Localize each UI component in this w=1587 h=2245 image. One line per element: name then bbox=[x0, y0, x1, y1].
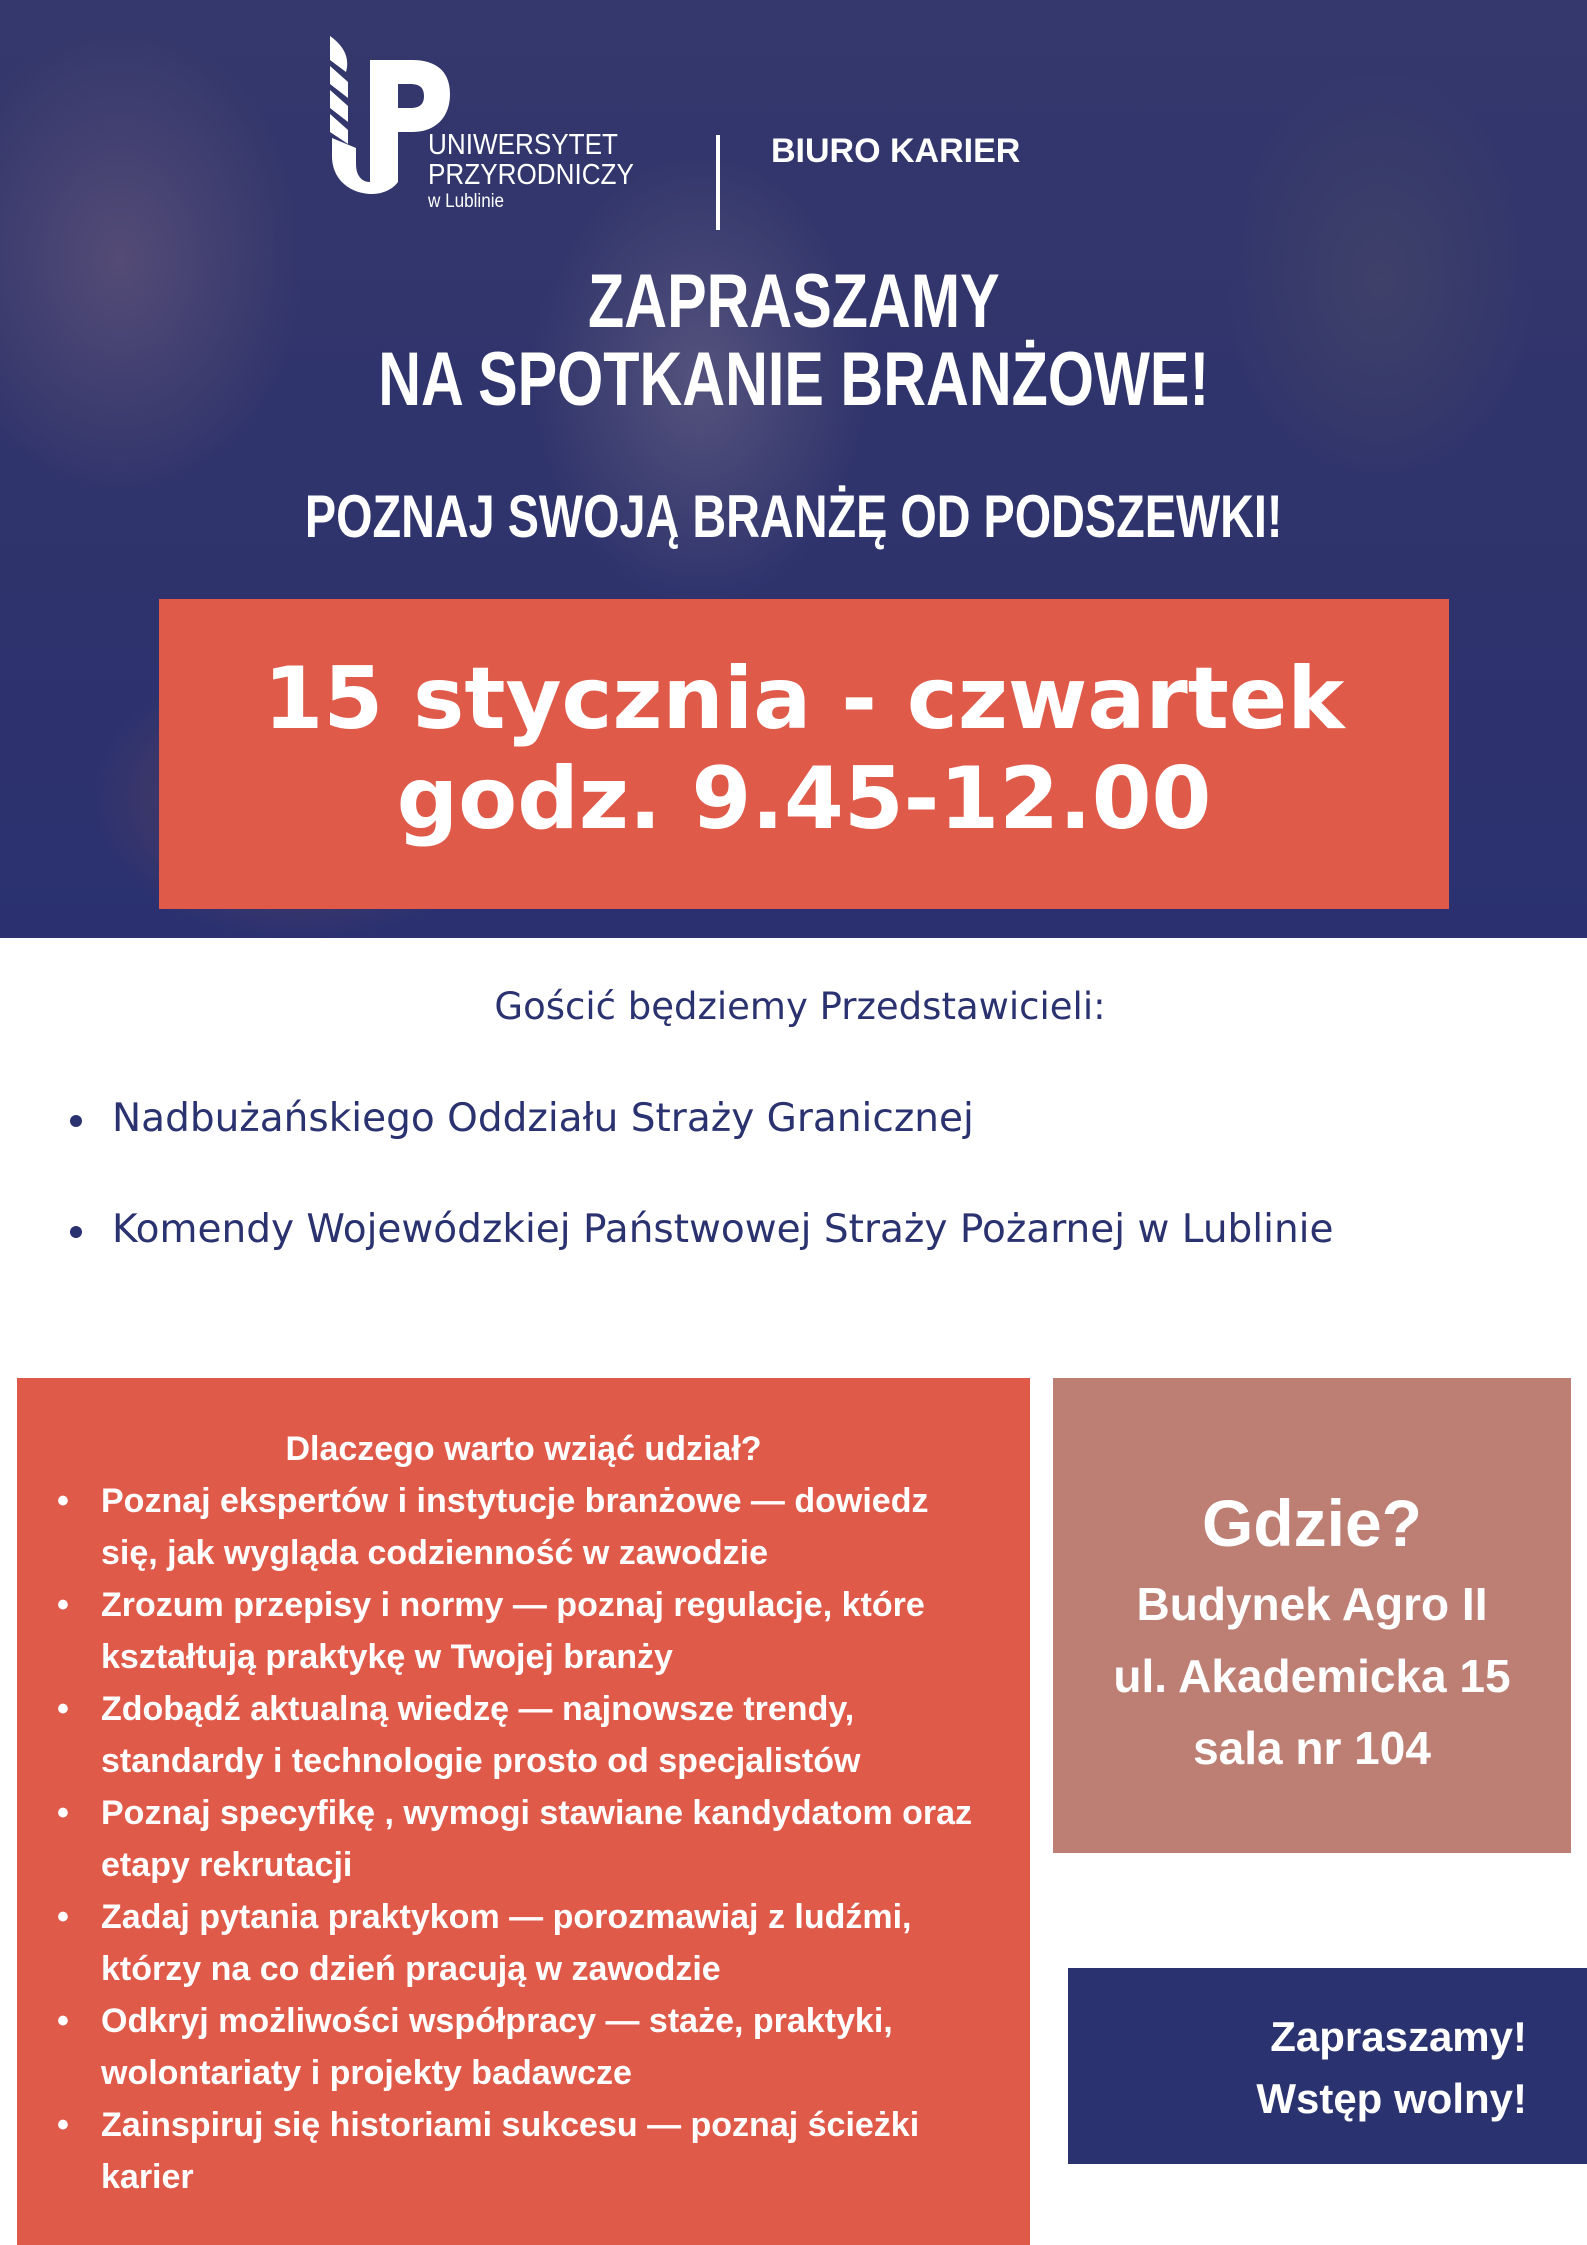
title-line-2: NA SPOTKANIE BRANŻOWE! bbox=[378, 337, 1209, 422]
why-item: • Zainspiruj się historiami sukcesu — poznaj ścieżki karier bbox=[57, 2099, 990, 2203]
logo-line-2: PRZYRODNICZY bbox=[428, 159, 634, 191]
why-item: • Zadaj pytania praktykom — porozmawiaj z ludźmi, którzy na co dzień pracują w zawodzie bbox=[57, 1891, 990, 1995]
invite-line-1: Zapraszamy! bbox=[1270, 2013, 1527, 2060]
location-title: Gdzie? bbox=[1201, 1486, 1422, 1560]
divider bbox=[716, 135, 720, 230]
guest-item: Nadbużańskiego Oddziału Straży Granicznej bbox=[70, 1096, 974, 1141]
why-item: • Zrozum przepisy i normy — poznaj regulacje, które kształtują praktykę w Twojej branży bbox=[57, 1579, 990, 1683]
title-line-1: ZAPRASZAMY bbox=[587, 259, 1000, 344]
logo-line-1: UNIWERSYTET bbox=[428, 129, 618, 161]
subtitle: POZNAJ SWOJĄ BRANŻĘ OD PODSZEWKI! bbox=[304, 483, 1283, 550]
event-time: godz. 9.45-12.00 bbox=[396, 749, 1212, 849]
invitation-box bbox=[1068, 1968, 1587, 2164]
guests-intro: Gościć będziemy Przedstawicieli: bbox=[494, 985, 1106, 1028]
why-item: • Poznaj ekspertów i instytucje branżowe — dowiedz się, jak wygląda codzienność w zawodzie bbox=[57, 1475, 990, 1579]
location-box bbox=[1053, 1378, 1571, 1853]
why-item: • Odkryj możliwości współpracy — staże, praktyki, wolontariaty i projekty badawcze bbox=[57, 1995, 990, 2099]
location-street: ul. Akademicka 15 bbox=[1113, 1650, 1511, 1702]
event-date: 15 stycznia - czwartek bbox=[263, 649, 1345, 749]
location-room: sala nr 104 bbox=[1193, 1722, 1431, 1774]
why-title: Dlaczego warto wziąć udział? bbox=[285, 1430, 762, 1468]
hero-banner bbox=[0, 0, 1587, 938]
university-name bbox=[428, 130, 634, 214]
unit-name: BIURO KARIER bbox=[771, 132, 1021, 170]
why-item: • Poznaj specyfikę , wymogi stawiane kandydatom oraz etapy rekrutacji bbox=[57, 1787, 990, 1891]
invite-line-2: Wstęp wolny! bbox=[1256, 2075, 1527, 2122]
date-box bbox=[159, 599, 1449, 909]
logo-line-3: w Lublinie bbox=[428, 191, 505, 212]
why-item: • Zdobądź aktualną wiedzę — najnowsze trendy, standardy i technologie prosto od specjalistów bbox=[57, 1683, 990, 1787]
why-attend-box bbox=[17, 1378, 1030, 2245]
location-building: Budynek Agro II bbox=[1136, 1578, 1488, 1630]
guest-item: Komendy Wojewódzkiej Państwowej Straży Pożarnej w Lublinie bbox=[70, 1207, 1334, 1252]
